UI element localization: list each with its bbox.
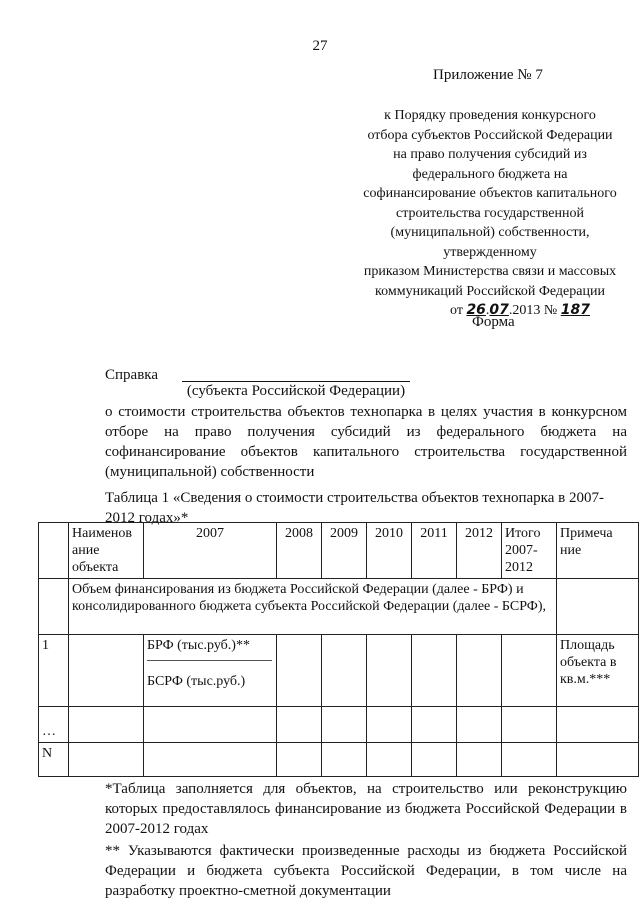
header-line: коммуникаций Российской Федерации <box>375 283 605 299</box>
header-cell-2010: 2010 <box>367 523 412 579</box>
header-cell-2008: 2008 <box>277 523 322 579</box>
table-row <box>39 635 639 707</box>
table-cell <box>69 743 144 777</box>
table-cell <box>144 707 277 743</box>
order-month-handwritten: 07 <box>489 302 509 318</box>
table-header-row <box>39 523 639 579</box>
order-date-prefix: от <box>450 303 463 318</box>
financing-row <box>39 579 639 635</box>
table-cell <box>502 635 557 707</box>
table-cell <box>412 707 457 743</box>
table-cell <box>557 579 639 635</box>
header-line: отбора субъектов Российской Федерации <box>367 127 613 143</box>
header-cell-number <box>39 523 69 579</box>
cost-table <box>38 522 639 777</box>
order-year: .2013 № <box>508 303 558 318</box>
order-number-handwritten: 187 <box>560 302 590 318</box>
table-cell <box>457 707 502 743</box>
table-cell <box>277 743 322 777</box>
appendix-title: Приложение № 7 <box>433 67 543 83</box>
budget-cell <box>144 635 277 707</box>
brf-label: БРФ (тыс.руб.)** <box>147 638 250 653</box>
table-cell <box>412 743 457 777</box>
footnotes <box>105 779 627 903</box>
row-last-number: N <box>39 743 69 777</box>
table-cell <box>144 743 277 777</box>
header-cell-2007: 2007 <box>144 523 277 579</box>
table-cell <box>69 707 144 743</box>
header-line: строительства государственной <box>396 205 584 221</box>
spravka-body: о стоимости строительства объектов технопарка в целях участия в конкурсном отборе на право получения субсидий из федерального бюджета на софинансирование объектов капитального строительства государственной (муниципальной) собственности <box>105 404 627 480</box>
table-cell <box>69 635 144 707</box>
table-title: Таблица 1 «Сведения о стоимости строительства объектов технопарка в 2007-2012 годах»* <box>105 490 604 526</box>
header-cell-note: Примеча ние <box>557 523 639 579</box>
financing-description: Объем финансирования из бюджета Российской Федерации (далее - БРФ) и консолидированного бюджета субъекта Российской Федерации (далее - БСРФ), <box>69 579 557 635</box>
table-cell <box>557 707 639 743</box>
table-cell <box>367 707 412 743</box>
table-cell <box>367 635 412 707</box>
order-day-handwritten: 26 <box>466 302 486 318</box>
table-row <box>39 743 639 777</box>
budget-divider <box>147 660 272 661</box>
table-row <box>39 707 639 743</box>
header-line: утвержденному <box>443 244 537 260</box>
order-date-sep: . <box>485 303 490 318</box>
appendix-header-block <box>340 106 640 321</box>
table-cell <box>367 743 412 777</box>
table-cell <box>39 579 69 635</box>
table-cell <box>457 635 502 707</box>
header-cell-2009: 2009 <box>322 523 367 579</box>
table-cell <box>502 707 557 743</box>
header-line: на право получения субсидий из <box>393 147 587 162</box>
table-cell <box>322 707 367 743</box>
header-cell-2011: 2011 <box>412 523 457 579</box>
table-cell <box>322 635 367 707</box>
header-cell-object-name: Наименов ание объекта <box>69 523 144 579</box>
table-cell <box>502 743 557 777</box>
page-number: 27 <box>312 38 328 54</box>
row-number: 1 <box>39 635 69 707</box>
table-cell <box>557 743 639 777</box>
footnote-1: *Таблица заполняется для объектов, на строительство или реконструкцию которых предоставлялось финансирование из бюджета Российской Федерации в 2007-2012 годах <box>105 781 627 837</box>
header-line: (муниципальной) собственности, <box>390 225 590 240</box>
spravka-label: Справка <box>105 367 158 383</box>
header-line: к Порядку проведения конкурсного <box>384 108 596 123</box>
table-cell <box>277 635 322 707</box>
row-ellipsis: … <box>39 707 69 743</box>
form-label: Форма <box>472 314 515 330</box>
footnote-2: ** Указываются фактически произведенные расходы из бюджета Российской Федерации и бюджета субъекта Российской Федерации, в том числе на разработку проектно-сметной документации <box>105 843 627 899</box>
header-line: федерального бюджета на <box>412 166 568 182</box>
table-cell <box>322 743 367 777</box>
table-cell <box>277 707 322 743</box>
row-note: Площадь объекта в кв.м.*** <box>557 635 639 707</box>
bsrf-label: БСРФ (тыс.руб.) <box>147 674 246 689</box>
header-cell-2012: 2012 <box>457 523 502 579</box>
table-cell <box>457 743 502 777</box>
subject-fill-line <box>182 381 410 382</box>
subject-caption: (субъекта Российской Федерации) <box>186 383 406 399</box>
header-line: приказом Министерства связи и массовых <box>363 264 617 279</box>
table-cell <box>412 635 457 707</box>
header-cell-total: Итого 2007-2012 <box>502 523 557 579</box>
header-line: софинансирование объектов капитального <box>363 186 617 201</box>
